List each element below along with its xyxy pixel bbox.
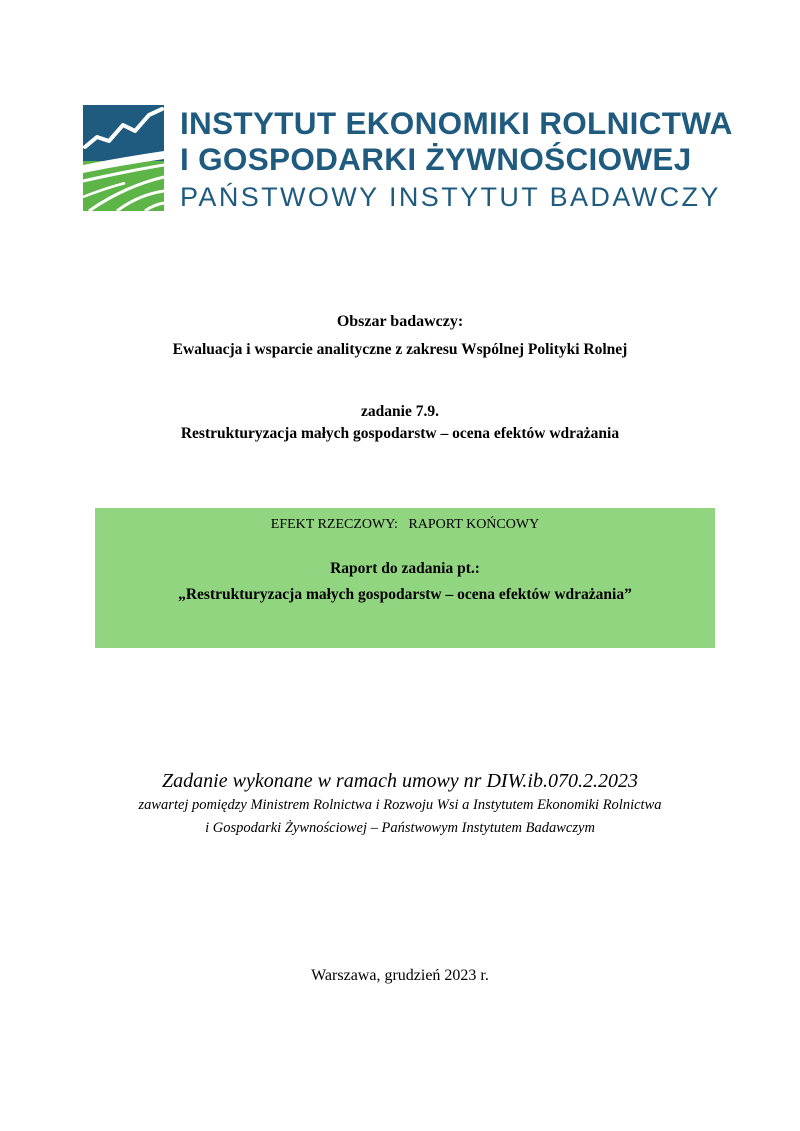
task-number: zadanie 7.9. [361,403,439,420]
research-area-value: Ewaluacja i wsparcie analityczne z zakresu Wspólnej Polityki Rolnej [172,341,628,358]
contract-parties-line1: zawartej pomiędzy Ministrem Rolnictwa i Rozwoju Wsi a Instytutem Ekonomiki Rolnictwa [138,797,662,813]
logo-institute-status: PAŃSTWOWY INSTYTUT BADAWCZY [180,182,721,212]
place-and-date: Warszawa, grudzień 2023 r. [311,967,489,984]
logo-wordmark [180,105,733,215]
logo-institute-name-line2: I GOSPODARKI ŻYWNOŚCIOWEJ [180,141,692,177]
research-area-heading: Obszar badawczy: [336,313,464,330]
report-for-label: Raport do zadania pt.: [330,560,480,577]
institute-logo-icon [83,105,164,211]
deliverable-box [95,508,715,648]
contract-parties-line2: i Gospodarki Żywnościowej – Państwowym Instytutem Badawczym [205,820,595,836]
deliverable-label: EFEKT RZECZOWY: RAPORT KOŃCOWY [270,517,540,532]
institute-logo [83,105,733,215]
report-title: „Restrukturyzacja małych gospodarstw – ocena efektów wdrażania” [178,586,632,603]
logo-institute-name-line1: INSTYTUT EKONOMIKI ROLNICTWA [180,105,733,141]
contract-statement: Zadanie wykonane w ramach umowy nr DIW.ib.070.2.2023 [162,770,638,792]
task-title: Restrukturyzacja małych gospodarstw – ocena efektów wdrażania [180,425,620,442]
